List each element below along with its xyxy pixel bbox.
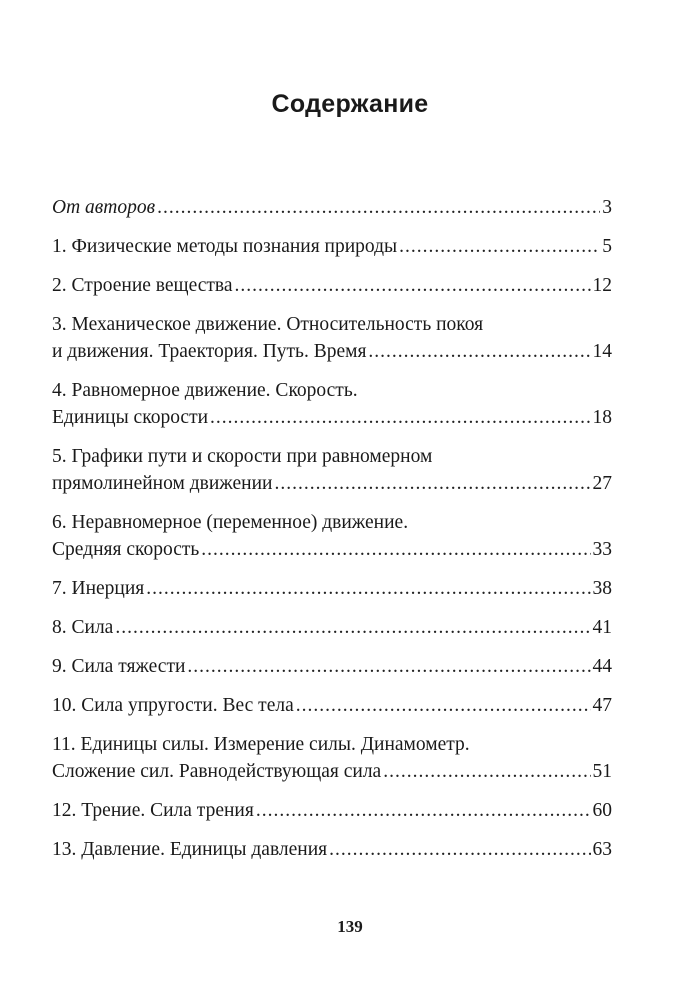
toc-entry-page: 38 xyxy=(592,578,612,599)
toc-entry-page: 12 xyxy=(592,275,612,296)
toc-entry-title: 10. Сила упругости. Вес тела xyxy=(52,695,294,716)
leader-dots xyxy=(256,797,591,824)
toc-entry-title: и движения. Траектория. Путь. Время xyxy=(52,341,367,362)
toc-entry-title: прямолинейном движении xyxy=(52,473,273,494)
toc-entry-8[interactable] xyxy=(52,614,612,641)
toc-entry-page: 47 xyxy=(592,695,612,716)
toc-entry-title: 13. Давление. Единицы давления xyxy=(52,839,328,860)
toc-entry-page: 41 xyxy=(592,617,612,638)
toc-entry-from-authors[interactable] xyxy=(52,194,612,221)
leader-dots xyxy=(146,575,590,602)
toc-entry-6[interactable] xyxy=(52,509,612,563)
toc-entry-page: 14 xyxy=(592,341,612,362)
toc-entry-page: 33 xyxy=(592,539,612,560)
toc-entry-10[interactable] xyxy=(52,692,612,719)
toc-entry-2[interactable] xyxy=(52,272,612,299)
leader-dots xyxy=(296,692,591,719)
toc-entry-page: 27 xyxy=(592,473,612,494)
page-number: 139 xyxy=(337,917,363,936)
leader-dots xyxy=(383,758,590,785)
toc-entry-title: 1. Физические методы познания природы xyxy=(52,236,398,257)
leader-dots xyxy=(368,338,590,365)
toc-entry-title-line1: 11. Единицы силы. Измерение силы. Динамометр. xyxy=(52,734,470,755)
toc-entry-page: 18 xyxy=(592,407,612,428)
toc-entry-title: Сложение сил. Равнодействующая сила xyxy=(52,761,382,782)
toc-entry-title-line1: 4. Равномерное движение. Скорость. xyxy=(52,380,358,401)
leader-dots xyxy=(157,194,600,221)
toc-entry-page: 3 xyxy=(602,197,612,218)
toc-entry-7[interactable] xyxy=(52,575,612,602)
toc-entry-title: От авторов xyxy=(52,197,156,218)
toc-entry-3[interactable] xyxy=(52,311,612,365)
toc-entry-1[interactable] xyxy=(52,233,612,260)
toc-entry-title: 7. Инерция xyxy=(52,578,145,599)
leader-dots xyxy=(187,653,590,680)
leader-dots xyxy=(115,614,590,641)
leader-dots xyxy=(274,470,590,497)
toc-entry-page: 5 xyxy=(602,236,612,257)
toc-entry-page: 44 xyxy=(592,656,612,677)
toc-entry-13[interactable] xyxy=(52,836,612,863)
toc-entry-title-line1: 3. Механическое движение. Относительность покоя xyxy=(52,314,484,335)
leader-dots xyxy=(235,272,591,299)
table-of-contents xyxy=(52,194,612,875)
leader-dots xyxy=(201,536,590,563)
toc-entry-page: 60 xyxy=(592,800,612,821)
toc-entry-11[interactable] xyxy=(52,731,612,785)
leader-dots xyxy=(329,836,590,863)
toc-entry-title: 9. Сила тяжести xyxy=(52,656,186,677)
toc-entry-4[interactable] xyxy=(52,377,612,431)
toc-entry-title: 12. Трение. Сила трения xyxy=(52,800,254,821)
toc-entry-12[interactable] xyxy=(52,797,612,824)
toc-entry-title: Единицы скорости xyxy=(52,407,209,428)
toc-entry-title: 2. Строение вещества xyxy=(52,275,233,296)
toc-entry-title-line1: 5. Графики пути и скорости при равномерном xyxy=(52,446,433,467)
toc-entry-title: 8. Сила xyxy=(52,617,114,638)
page-title: Содержание xyxy=(271,90,429,118)
toc-entry-9[interactable] xyxy=(52,653,612,680)
leader-dots xyxy=(399,233,600,260)
leader-dots xyxy=(210,404,590,431)
toc-entry-page: 63 xyxy=(592,839,612,860)
toc-entry-5[interactable] xyxy=(52,443,612,497)
toc-entry-title-line1: 6. Неравномерное (переменное) движение. xyxy=(52,512,409,533)
toc-entry-title: Средняя скорость xyxy=(52,539,200,560)
toc-entry-page: 51 xyxy=(592,761,612,782)
